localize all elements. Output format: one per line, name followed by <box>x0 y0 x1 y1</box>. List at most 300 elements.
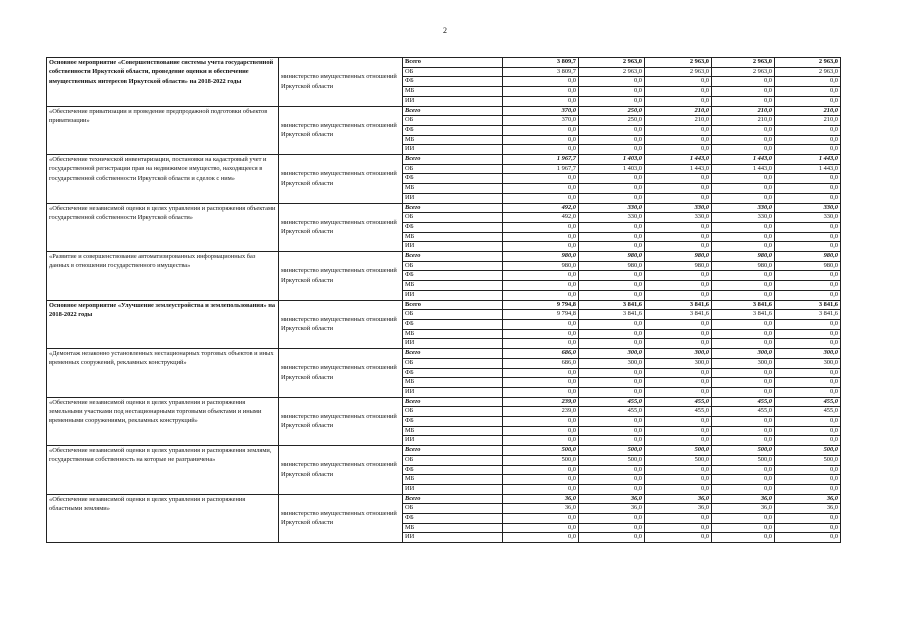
funding-source: ОБ <box>403 213 503 223</box>
amount-cell: 9 794,8 <box>503 310 579 320</box>
amount-cell: 2 963,0 <box>579 58 645 68</box>
amount-cell: 0,0 <box>579 387 645 397</box>
amount-cell: 210,0 <box>712 106 775 116</box>
activity-name: «Обеспечение независимой оценки в целях управления и распоряжения земельными участками под нестационарными торговыми объектами и иными временными сооружениями, рекламных конструкций» <box>47 397 279 446</box>
amount-cell: 0,0 <box>503 145 579 155</box>
funding-source: ОБ <box>403 358 503 368</box>
amount-cell: 0,0 <box>775 329 841 339</box>
amount-cell: 0,0 <box>775 484 841 494</box>
amount-cell: 0,0 <box>645 145 712 155</box>
amount-cell: 455,0 <box>645 397 712 407</box>
amount-cell: 0,0 <box>712 77 775 87</box>
amount-cell: 980,0 <box>775 252 841 262</box>
amount-cell: 0,0 <box>645 484 712 494</box>
amount-cell: 0,0 <box>775 242 841 252</box>
amount-cell: 300,0 <box>579 349 645 359</box>
amount-cell: 0,0 <box>712 174 775 184</box>
funding-source: ОБ <box>403 407 503 417</box>
amount-cell: 0,0 <box>579 533 645 543</box>
funding-source: Всего <box>403 106 503 116</box>
responsible-executor: министерство имущественных отношений Иркутской области <box>279 58 403 107</box>
amount-cell: 500,0 <box>645 455 712 465</box>
amount-cell: 300,0 <box>579 358 645 368</box>
activity-name: «Обеспечение независимой оценки в целях управления и распоряжения областными землями» <box>47 494 279 543</box>
amount-cell: 0,0 <box>579 271 645 281</box>
amount-cell: 0,0 <box>579 184 645 194</box>
funding-source: МБ <box>403 184 503 194</box>
amount-cell: 3 841,6 <box>712 310 775 320</box>
amount-cell: 980,0 <box>775 261 841 271</box>
amount-cell: 0,0 <box>712 232 775 242</box>
amount-cell: 455,0 <box>712 397 775 407</box>
amount-cell: 0,0 <box>645 242 712 252</box>
amount-cell: 3 841,6 <box>645 310 712 320</box>
amount-cell: 0,0 <box>712 271 775 281</box>
funding-source: ИИ <box>403 533 503 543</box>
amount-cell: 0,0 <box>775 271 841 281</box>
amount-cell: 1 443,0 <box>775 164 841 174</box>
amount-cell: 0,0 <box>645 135 712 145</box>
amount-cell: 980,0 <box>579 261 645 271</box>
responsible-executor: министерство имущественных отношений Иркутской области <box>279 349 403 398</box>
amount-cell: 0,0 <box>503 193 579 203</box>
amount-cell: 0,0 <box>503 222 579 232</box>
amount-cell: 36,0 <box>645 494 712 504</box>
amount-cell: 36,0 <box>645 504 712 514</box>
amount-cell: 0,0 <box>775 135 841 145</box>
amount-cell: 0,0 <box>712 426 775 436</box>
main-activity-name: Основное мероприятие «Совершенствование системы учета государственной собственности Иркутской области, проведение оценки и обеспечение имущественных интересов Иркутской области» на 2018-2022 годы <box>47 58 279 107</box>
amount-cell: 0,0 <box>579 329 645 339</box>
amount-cell: 0,0 <box>645 329 712 339</box>
responsible-executor: министерство имущественных отношений Иркутской области <box>279 203 403 252</box>
amount-cell: 3 841,6 <box>775 310 841 320</box>
amount-cell: 0,0 <box>712 125 775 135</box>
funding-source: МБ <box>403 135 503 145</box>
amount-cell: 0,0 <box>712 135 775 145</box>
amount-cell: 210,0 <box>645 116 712 126</box>
funding-source: ФБ <box>403 271 503 281</box>
amount-cell: 0,0 <box>775 193 841 203</box>
funding-source: ФБ <box>403 222 503 232</box>
amount-cell: 500,0 <box>503 446 579 456</box>
funding-source: ИИ <box>403 484 503 494</box>
amount-cell: 36,0 <box>712 504 775 514</box>
amount-cell: 0,0 <box>645 436 712 446</box>
funding-source: ОБ <box>403 261 503 271</box>
amount-cell: 492,0 <box>503 203 579 213</box>
amount-cell: 1 443,0 <box>712 164 775 174</box>
section-total-row <box>47 106 841 116</box>
amount-cell: 455,0 <box>579 407 645 417</box>
amount-cell: 0,0 <box>503 426 579 436</box>
amount-cell: 0,0 <box>503 319 579 329</box>
section-total-row <box>47 397 841 407</box>
funding-source: ФБ <box>403 514 503 524</box>
amount-cell: 0,0 <box>775 514 841 524</box>
amount-cell: 0,0 <box>579 145 645 155</box>
amount-cell: 239,0 <box>503 407 579 417</box>
amount-cell: 3 809,7 <box>503 67 579 77</box>
section-total-row <box>47 252 841 262</box>
amount-cell: 0,0 <box>579 135 645 145</box>
amount-cell: 36,0 <box>579 504 645 514</box>
amount-cell: 0,0 <box>775 184 841 194</box>
amount-cell: 500,0 <box>503 455 579 465</box>
amount-cell: 1 403,0 <box>579 164 645 174</box>
funding-source: МБ <box>403 232 503 242</box>
amount-cell: 210,0 <box>712 116 775 126</box>
amount-cell: 980,0 <box>503 252 579 262</box>
amount-cell: 500,0 <box>579 446 645 456</box>
amount-cell: 0,0 <box>579 96 645 106</box>
amount-cell: 210,0 <box>645 106 712 116</box>
funding-source: ОБ <box>403 455 503 465</box>
amount-cell: 36,0 <box>775 504 841 514</box>
amount-cell: 370,0 <box>503 116 579 126</box>
amount-cell: 455,0 <box>775 407 841 417</box>
amount-cell: 0,0 <box>503 368 579 378</box>
amount-cell: 0,0 <box>712 368 775 378</box>
amount-cell: 0,0 <box>503 290 579 300</box>
amount-cell: 0,0 <box>579 290 645 300</box>
amount-cell: 0,0 <box>775 281 841 291</box>
amount-cell: 0,0 <box>645 125 712 135</box>
amount-cell: 0,0 <box>712 475 775 485</box>
amount-cell: 1 443,0 <box>712 155 775 165</box>
amount-cell: 3 841,6 <box>712 300 775 310</box>
activity-name: «Обеспечение независимой оценки в целях управления и распоряжения объектами государственной собственности Иркутской области» <box>47 203 279 252</box>
funding-source: ИИ <box>403 96 503 106</box>
amount-cell: 0,0 <box>775 222 841 232</box>
amount-cell: 0,0 <box>775 96 841 106</box>
amount-cell: 0,0 <box>775 426 841 436</box>
amount-cell: 0,0 <box>579 87 645 97</box>
amount-cell: 0,0 <box>579 378 645 388</box>
amount-cell: 0,0 <box>645 387 712 397</box>
amount-cell: 300,0 <box>775 349 841 359</box>
amount-cell: 3 809,7 <box>503 58 579 68</box>
amount-cell: 0,0 <box>503 174 579 184</box>
amount-cell: 980,0 <box>645 252 712 262</box>
amount-cell: 0,0 <box>775 387 841 397</box>
funding-source: ФБ <box>403 465 503 475</box>
amount-cell: 0,0 <box>579 232 645 242</box>
amount-cell: 0,0 <box>579 484 645 494</box>
amount-cell: 0,0 <box>645 77 712 87</box>
activity-name: «Демонтаж незаконно установленных нестационарных торговых объектов и иных временных сооружений, рекламных конструкций» <box>47 349 279 398</box>
amount-cell: 0,0 <box>775 77 841 87</box>
amount-cell: 0,0 <box>712 465 775 475</box>
amount-cell: 0,0 <box>645 339 712 349</box>
amount-cell: 250,0 <box>579 106 645 116</box>
amount-cell: 0,0 <box>775 417 841 427</box>
amount-cell: 0,0 <box>503 533 579 543</box>
amount-cell: 3 841,6 <box>775 300 841 310</box>
funding-source: ИИ <box>403 290 503 300</box>
amount-cell: 0,0 <box>712 319 775 329</box>
funding-source: ФБ <box>403 319 503 329</box>
amount-cell: 0,0 <box>579 242 645 252</box>
amount-cell: 0,0 <box>503 96 579 106</box>
funding-source: ИИ <box>403 339 503 349</box>
amount-cell: 1 403,0 <box>579 155 645 165</box>
amount-cell: 455,0 <box>579 397 645 407</box>
funding-source: ИИ <box>403 145 503 155</box>
amount-cell: 2 963,0 <box>775 67 841 77</box>
amount-cell: 500,0 <box>579 455 645 465</box>
amount-cell: 500,0 <box>775 455 841 465</box>
amount-cell: 0,0 <box>712 184 775 194</box>
amount-cell: 1 967,7 <box>503 155 579 165</box>
amount-cell: 0,0 <box>645 533 712 543</box>
amount-cell: 0,0 <box>645 232 712 242</box>
section-total-row <box>47 494 841 504</box>
amount-cell: 0,0 <box>645 368 712 378</box>
funding-source: МБ <box>403 523 503 533</box>
amount-cell: 0,0 <box>775 145 841 155</box>
amount-cell: 330,0 <box>579 203 645 213</box>
amount-cell: 0,0 <box>503 77 579 87</box>
funding-source: ОБ <box>403 310 503 320</box>
activity-name: «Обеспечение независимой оценки в целях управления и распоряжения землями, государственная собственность на которые не разграничена» <box>47 446 279 495</box>
responsible-executor: министерство имущественных отношений Иркутской области <box>279 155 403 204</box>
amount-cell: 0,0 <box>775 290 841 300</box>
funding-source: МБ <box>403 426 503 436</box>
amount-cell: 0,0 <box>645 193 712 203</box>
amount-cell: 0,0 <box>775 319 841 329</box>
amount-cell: 0,0 <box>712 87 775 97</box>
amount-cell: 686,0 <box>503 358 579 368</box>
amount-cell: 0,0 <box>645 514 712 524</box>
funding-source: Всего <box>403 494 503 504</box>
amount-cell: 36,0 <box>503 504 579 514</box>
funding-source: ОБ <box>403 164 503 174</box>
funding-source: ФБ <box>403 368 503 378</box>
funding-source: МБ <box>403 281 503 291</box>
amount-cell: 330,0 <box>645 203 712 213</box>
amount-cell: 0,0 <box>712 193 775 203</box>
amount-cell: 0,0 <box>579 368 645 378</box>
funding-source: ФБ <box>403 417 503 427</box>
amount-cell: 0,0 <box>775 523 841 533</box>
amount-cell: 0,0 <box>503 387 579 397</box>
amount-cell: 0,0 <box>645 222 712 232</box>
amount-cell: 0,0 <box>712 339 775 349</box>
amount-cell: 0,0 <box>579 339 645 349</box>
responsible-executor: министерство имущественных отношений Иркутской области <box>279 494 403 543</box>
amount-cell: 980,0 <box>645 261 712 271</box>
amount-cell: 0,0 <box>579 222 645 232</box>
activity-name: «Развитие и совершенствование автоматизированных информационных баз данных в отношении государственного имущества» <box>47 252 279 301</box>
amount-cell: 2 963,0 <box>712 58 775 68</box>
amount-cell: 0,0 <box>579 193 645 203</box>
amount-cell: 300,0 <box>712 358 775 368</box>
amount-cell: 0,0 <box>712 484 775 494</box>
amount-cell: 2 963,0 <box>775 58 841 68</box>
amount-cell: 0,0 <box>775 465 841 475</box>
amount-cell: 2 963,0 <box>645 58 712 68</box>
amount-cell: 980,0 <box>579 252 645 262</box>
amount-cell: 300,0 <box>775 358 841 368</box>
amount-cell: 0,0 <box>645 281 712 291</box>
amount-cell: 330,0 <box>712 203 775 213</box>
amount-cell: 0,0 <box>645 475 712 485</box>
amount-cell: 0,0 <box>503 475 579 485</box>
amount-cell: 0,0 <box>579 436 645 446</box>
amount-cell: 0,0 <box>645 184 712 194</box>
amount-cell: 0,0 <box>712 533 775 543</box>
amount-cell: 1 967,7 <box>503 164 579 174</box>
funding-source: Всего <box>403 446 503 456</box>
section-total-row <box>47 300 841 310</box>
amount-cell: 0,0 <box>645 319 712 329</box>
funding-source: Всего <box>403 58 503 68</box>
amount-cell: 492,0 <box>503 213 579 223</box>
amount-cell: 0,0 <box>712 523 775 533</box>
amount-cell: 455,0 <box>645 407 712 417</box>
amount-cell: 0,0 <box>645 378 712 388</box>
amount-cell: 0,0 <box>645 426 712 436</box>
amount-cell: 0,0 <box>712 329 775 339</box>
amount-cell: 0,0 <box>712 378 775 388</box>
amount-cell: 0,0 <box>579 281 645 291</box>
amount-cell: 0,0 <box>503 417 579 427</box>
responsible-executor: министерство имущественных отношений Иркутской области <box>279 252 403 301</box>
amount-cell: 0,0 <box>503 184 579 194</box>
amount-cell: 0,0 <box>503 232 579 242</box>
amount-cell: 0,0 <box>645 523 712 533</box>
funding-source: Всего <box>403 397 503 407</box>
amount-cell: 0,0 <box>503 271 579 281</box>
section-total-row <box>47 349 841 359</box>
amount-cell: 980,0 <box>503 261 579 271</box>
funding-source: Всего <box>403 155 503 165</box>
amount-cell: 0,0 <box>579 465 645 475</box>
amount-cell: 0,0 <box>712 417 775 427</box>
amount-cell: 0,0 <box>775 232 841 242</box>
amount-cell: 0,0 <box>503 436 579 446</box>
funding-source: Всего <box>403 203 503 213</box>
amount-cell: 250,0 <box>579 116 645 126</box>
amount-cell: 0,0 <box>775 533 841 543</box>
amount-cell: 1 443,0 <box>775 155 841 165</box>
amount-cell: 0,0 <box>712 96 775 106</box>
amount-cell: 0,0 <box>645 290 712 300</box>
funding-source: МБ <box>403 329 503 339</box>
funding-source: ФБ <box>403 125 503 135</box>
amount-cell: 300,0 <box>645 349 712 359</box>
activity-name: «Обеспечение технической инвентаризации, постановки на кадастровый учет и государственной регистрации прав на недвижимое имущество, находящееся в государственной собственности Иркутской области и сделок с ним» <box>47 155 279 204</box>
amount-cell: 0,0 <box>645 417 712 427</box>
amount-cell: 0,0 <box>712 387 775 397</box>
amount-cell: 300,0 <box>712 349 775 359</box>
amount-cell: 36,0 <box>503 494 579 504</box>
amount-cell: 370,0 <box>503 106 579 116</box>
funding-source: Всего <box>403 349 503 359</box>
amount-cell: 0,0 <box>579 77 645 87</box>
amount-cell: 0,0 <box>775 436 841 446</box>
amount-cell: 2 963,0 <box>712 67 775 77</box>
amount-cell: 0,0 <box>579 523 645 533</box>
section-total-row <box>47 58 841 68</box>
funding-source: Всего <box>403 300 503 310</box>
amount-cell: 500,0 <box>712 455 775 465</box>
amount-cell: 0,0 <box>645 174 712 184</box>
amount-cell: 330,0 <box>645 213 712 223</box>
section-total-row <box>47 155 841 165</box>
amount-cell: 3 841,6 <box>645 300 712 310</box>
funding-source: ОБ <box>403 67 503 77</box>
funding-table <box>46 57 841 543</box>
funding-source: ФБ <box>403 77 503 87</box>
responsible-executor: министерство имущественных отношений Иркутской области <box>279 300 403 349</box>
amount-cell: 330,0 <box>775 203 841 213</box>
amount-cell: 0,0 <box>712 281 775 291</box>
funding-source: ФБ <box>403 174 503 184</box>
amount-cell: 0,0 <box>775 339 841 349</box>
funding-source: ОБ <box>403 116 503 126</box>
amount-cell: 0,0 <box>645 87 712 97</box>
amount-cell: 980,0 <box>712 261 775 271</box>
amount-cell: 0,0 <box>579 514 645 524</box>
amount-cell: 980,0 <box>712 252 775 262</box>
amount-cell: 36,0 <box>579 494 645 504</box>
amount-cell: 9 794,8 <box>503 300 579 310</box>
responsible-executor: министерство имущественных отношений Иркутской области <box>279 397 403 446</box>
amount-cell: 0,0 <box>645 271 712 281</box>
amount-cell: 0,0 <box>579 174 645 184</box>
amount-cell: 455,0 <box>775 397 841 407</box>
amount-cell: 0,0 <box>503 378 579 388</box>
amount-cell: 36,0 <box>775 494 841 504</box>
amount-cell: 0,0 <box>712 222 775 232</box>
amount-cell: 0,0 <box>579 319 645 329</box>
amount-cell: 500,0 <box>775 446 841 456</box>
activity-name: «Обеспечение приватизации и проведение предпродажной подготовки объектов приватизации» <box>47 106 279 155</box>
amount-cell: 2 963,0 <box>579 67 645 77</box>
amount-cell: 0,0 <box>712 290 775 300</box>
amount-cell: 500,0 <box>712 446 775 456</box>
amount-cell: 0,0 <box>712 436 775 446</box>
amount-cell: 0,0 <box>775 174 841 184</box>
main-activity-name: Основное мероприятие «Улучшение землеустройства и землепользования» на 2018-2022 годы <box>47 300 279 349</box>
amount-cell: 0,0 <box>579 417 645 427</box>
amount-cell: 0,0 <box>579 475 645 485</box>
amount-cell: 239,0 <box>503 397 579 407</box>
amount-cell: 0,0 <box>579 426 645 436</box>
amount-cell: 0,0 <box>775 378 841 388</box>
amount-cell: 3 841,6 <box>579 310 645 320</box>
funding-source: МБ <box>403 378 503 388</box>
responsible-executor: министерство имущественных отношений Иркутской области <box>279 446 403 495</box>
amount-cell: 0,0 <box>712 145 775 155</box>
amount-cell: 0,0 <box>503 329 579 339</box>
amount-cell: 210,0 <box>775 106 841 116</box>
amount-cell: 0,0 <box>503 484 579 494</box>
responsible-executor: министерство имущественных отношений Иркутской области <box>279 106 403 155</box>
amount-cell: 0,0 <box>712 242 775 252</box>
amount-cell: 0,0 <box>503 339 579 349</box>
section-total-row <box>47 203 841 213</box>
amount-cell: 210,0 <box>775 116 841 126</box>
funding-source: ИИ <box>403 387 503 397</box>
funding-source: Всего <box>403 252 503 262</box>
amount-cell: 36,0 <box>712 494 775 504</box>
amount-cell: 2 963,0 <box>645 67 712 77</box>
amount-cell: 300,0 <box>645 358 712 368</box>
funding-source: МБ <box>403 87 503 97</box>
